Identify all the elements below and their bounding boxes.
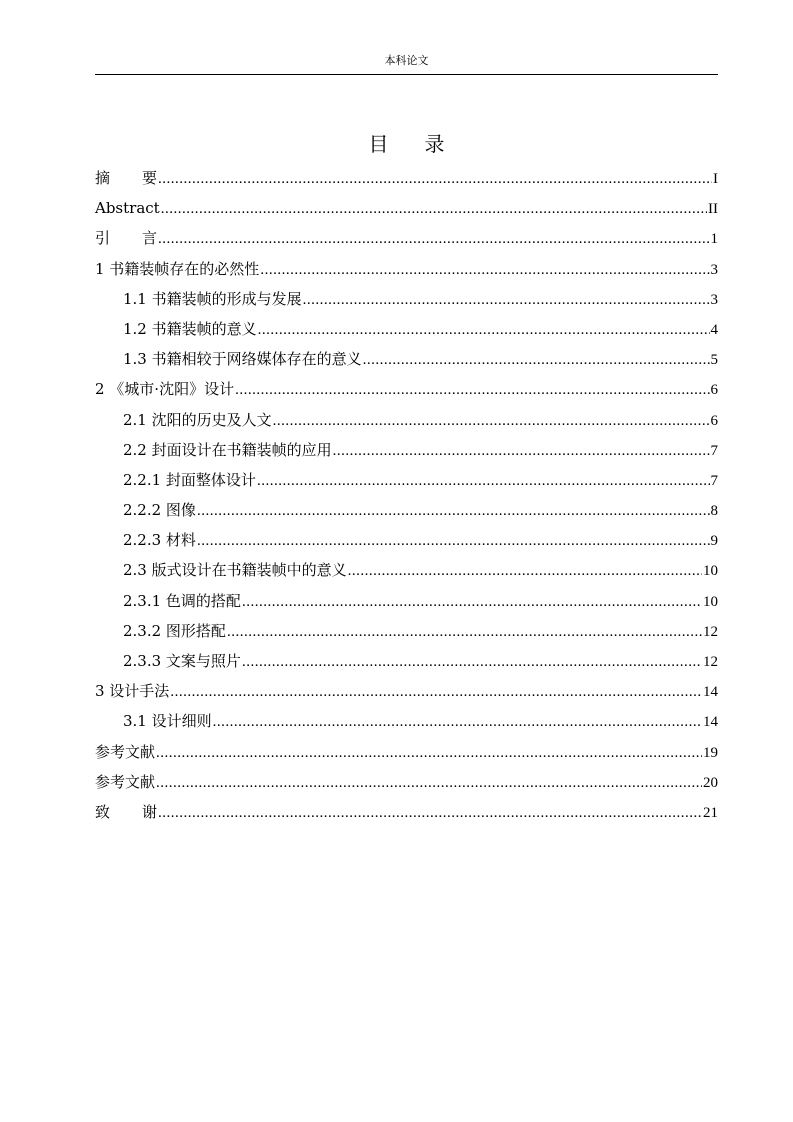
toc-entry-page-number: 3 <box>710 261 718 278</box>
toc-entry-label: 参考文献 <box>95 742 156 761</box>
toc-entry-label: 1 书籍装帧存在的必然性 <box>95 259 260 278</box>
toc-entry[interactable] <box>95 706 718 736</box>
dot-leader <box>227 617 702 647</box>
toc-entry-page-number: 3 <box>710 291 718 308</box>
toc-entry-label: 2.2.3 材料 <box>123 531 196 550</box>
toc-entry-label: 摘要 <box>95 169 158 187</box>
toc-entry[interactable] <box>95 314 718 344</box>
toc-entry[interactable] <box>95 767 718 797</box>
toc-entry[interactable] <box>95 616 718 646</box>
toc-entry-page-number: 12 <box>703 654 718 670</box>
toc-entry[interactable] <box>95 646 718 676</box>
toc-entry[interactable] <box>95 465 718 495</box>
toc-entry-label: 致谢 <box>95 802 158 821</box>
toc-entry-page-number: 1 <box>710 231 718 248</box>
toc-entry-label: 2.2 封面设计在书籍装帧的应用 <box>123 440 332 459</box>
toc-entry[interactable] <box>95 344 718 374</box>
toc-entry[interactable] <box>95 254 718 284</box>
toc-entry-label: 引言 <box>95 229 158 248</box>
toc-entry-page-number: 10 <box>703 563 718 580</box>
toc-entry-page-number: 7 <box>710 472 718 489</box>
toc-entry[interactable] <box>95 374 718 404</box>
dot-leader <box>260 255 709 285</box>
dot-leader <box>158 798 702 828</box>
toc-entry-page-number: 21 <box>703 804 718 821</box>
dot-leader <box>213 707 702 737</box>
dot-leader <box>158 164 712 194</box>
toc-entry-label: 2.3.2 图形搭配 <box>123 621 226 640</box>
toc-entry-label: 2.2.2 图像 <box>123 501 196 520</box>
dot-leader <box>156 738 702 768</box>
toc-entry-page-number: 12 <box>703 623 718 640</box>
toc-entry-page-number: 6 <box>710 382 718 399</box>
dot-leader <box>242 587 702 617</box>
toc-entry-label: 2.1 沈阳的历史及人文 <box>123 410 272 429</box>
toc-entry-page-number: II <box>708 201 718 218</box>
toc-entry-label: 2.3 版式设计在书籍装帧中的意义 <box>123 561 347 580</box>
toc-entry-label: 2.3.3 文案与照片 <box>123 652 241 670</box>
page-header: 本科论文 <box>95 53 718 75</box>
toc-entry-page-number: 5 <box>710 352 718 369</box>
toc-entry-label: 3.1 设计细则 <box>123 712 212 731</box>
toc-entry-page-number: 20 <box>703 774 718 791</box>
dot-leader <box>333 436 710 466</box>
dot-leader <box>257 466 710 496</box>
dot-leader <box>158 224 709 254</box>
dot-leader <box>156 768 702 798</box>
toc-entry-label: 1.1 书籍装帧的形成与发展 <box>123 289 302 308</box>
dot-leader <box>258 315 710 345</box>
toc-entry-label: 3 设计手法 <box>95 682 170 701</box>
toc-entry-page-number: 14 <box>703 714 718 731</box>
toc-entry-page-number: 6 <box>710 412 718 429</box>
dot-leader <box>242 647 702 677</box>
toc-title: 目录 <box>368 132 481 156</box>
toc-entry[interactable] <box>95 223 718 253</box>
toc-entry[interactable] <box>95 555 718 585</box>
toc-entry-label: 1.2 书籍装帧的意义 <box>123 319 257 338</box>
toc-entry[interactable] <box>95 405 718 435</box>
toc-entry[interactable] <box>95 163 718 193</box>
toc-entry-page-number: 4 <box>710 321 718 338</box>
toc-entry[interactable] <box>95 284 718 314</box>
toc-entry-label: 2.3.1 色调的搭配 <box>123 591 241 610</box>
dot-leader <box>235 375 709 405</box>
dot-leader <box>197 496 710 526</box>
dot-leader <box>363 345 710 375</box>
toc-entry-label: 1.3 书籍相较于网络媒体存在的意义 <box>123 350 362 369</box>
toc-entry[interactable] <box>95 586 718 616</box>
toc-entry[interactable] <box>95 495 718 525</box>
dot-leader <box>303 285 710 315</box>
toc-entry-page-number: 19 <box>703 744 718 761</box>
toc-entry-label: 2.2.1 封面整体设计 <box>123 470 256 489</box>
toc-entry-label: 2 《城市·沈阳》设计 <box>95 380 235 399</box>
toc-entry[interactable] <box>95 676 718 706</box>
toc-entry-page-number: 7 <box>710 442 718 459</box>
table-of-contents <box>95 163 718 827</box>
dot-leader <box>197 526 710 556</box>
dot-leader <box>170 677 702 707</box>
toc-entry[interactable] <box>95 435 718 465</box>
dot-leader <box>348 556 702 586</box>
toc-entry[interactable] <box>95 737 718 767</box>
dot-leader <box>161 194 707 224</box>
toc-entry[interactable] <box>95 193 718 223</box>
toc-entry-page-number: 9 <box>710 533 718 550</box>
toc-entry-label: Abstract <box>95 199 160 218</box>
toc-entry[interactable] <box>95 525 718 555</box>
toc-entry-page-number: 8 <box>710 503 718 520</box>
toc-entry-page-number: 14 <box>703 684 718 701</box>
toc-entry-page-number: 10 <box>703 593 718 610</box>
toc-entry-label: 参考文献 <box>95 772 156 791</box>
dot-leader <box>273 406 710 436</box>
toc-entry[interactable] <box>95 797 718 827</box>
toc-entry-page-number: I <box>713 171 718 187</box>
